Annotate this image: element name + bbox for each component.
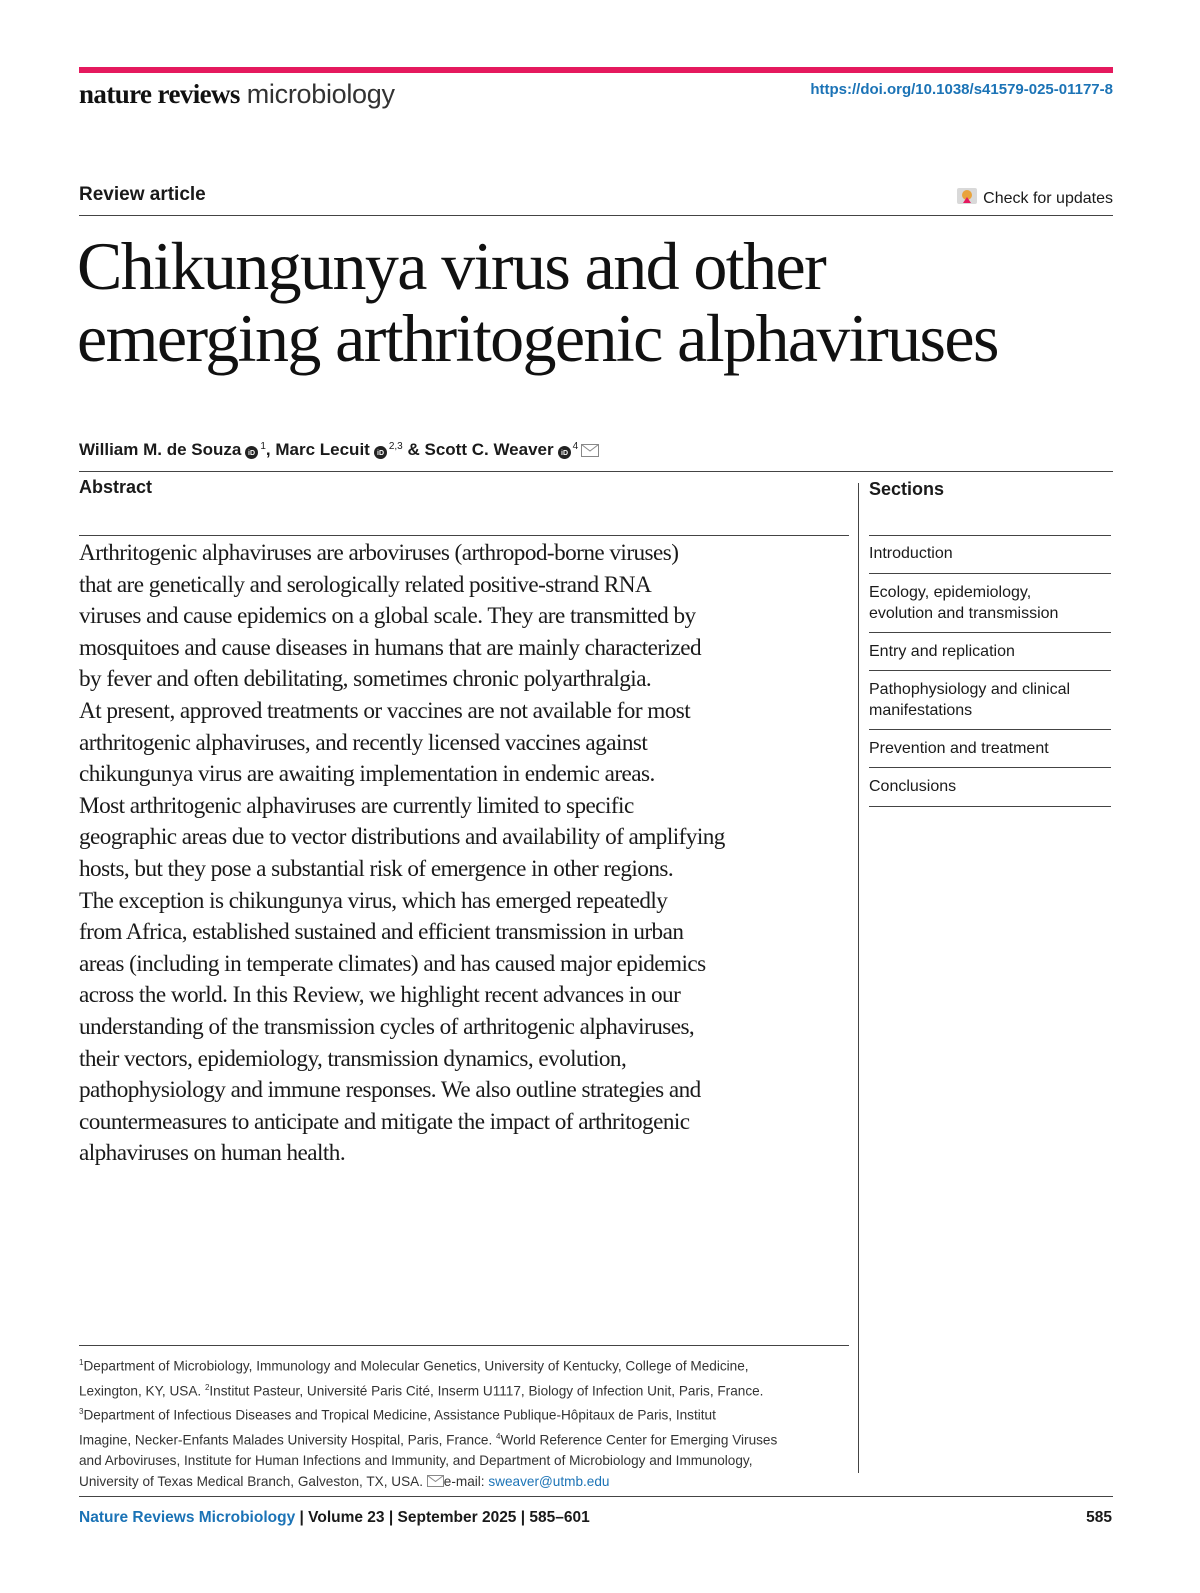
section-link-label: Entry and replication (869, 643, 1015, 660)
abstract-heading: Abstract (79, 477, 153, 497)
author-name[interactable]: Marc Lecuit (275, 440, 370, 459)
page-number: 585 (1086, 1509, 1112, 1526)
sections-heading: Sections (869, 479, 945, 499)
section-link-conclusions[interactable] (869, 776, 1111, 797)
affiliation-text: World Reference Center for Emerging Viruses (500, 1432, 778, 1448)
title-line-2: emerging arthritogenic alphaviruses (77, 300, 998, 376)
section-divider (869, 806, 1111, 807)
affiliation-marker: 3 (79, 1407, 84, 1417)
brand-microbiology: microbiology (246, 79, 395, 109)
affiliation-line (79, 1450, 854, 1471)
footer-separator: | (520, 1509, 526, 1526)
author-separator: , (265, 440, 271, 459)
affiliation-text: and Arboviruses, Institute for Human Infections and Immunity, and Department of Microbiology and Immunology, (79, 1453, 753, 1469)
footer-date: September 2025 (397, 1509, 517, 1526)
header-rule (79, 215, 1113, 216)
abstract-line: Most arthritogenic alphaviruses are currently limited to specific (79, 792, 634, 819)
abstract-line: mosquitoes and cause diseases in humans that are mainly characterized (79, 634, 702, 661)
section-link-label: Ecology, epidemiology, (869, 584, 1032, 601)
svg-text:iD: iD (248, 449, 256, 457)
check-for-updates-button[interactable] (956, 186, 1113, 211)
section-link-pathophysiology[interactable] (869, 679, 1111, 721)
affiliation-text: University of Texas Medical Branch, Galveston, TX, USA. (79, 1474, 424, 1490)
abstract-line: alphaviruses on human health. (79, 1140, 346, 1167)
footer-separator: | (388, 1509, 394, 1526)
abstract-line: areas (including in temperate climates) and has caused major epidemics (79, 950, 706, 977)
abstract-line: chikungunya virus are awaiting implementation in endemic areas. (79, 761, 655, 788)
journal-brand (79, 78, 395, 110)
section-link-introduction[interactable] (869, 543, 1111, 564)
footnotes-rule (79, 1345, 849, 1346)
orcid-icon[interactable] (558, 444, 571, 457)
abstract-line: viruses and cause epidemics on a global scale. They are transmitted by (79, 603, 696, 630)
abstract-line: by fever and often debilitating, sometimes chronic polyarthralgia. (79, 666, 652, 693)
authors-rule (79, 471, 1113, 472)
affiliation-text: Department of Microbiology, Immunology and Molecular Genetics, University of Kentucky, College of Medicine, (83, 1358, 749, 1374)
author-affiliation: 1 (260, 440, 266, 452)
svg-text:iD: iD (376, 449, 384, 457)
section-divider (869, 573, 1111, 574)
author-affiliation: 4 (572, 440, 579, 452)
affiliation-line (79, 1401, 854, 1426)
author-name[interactable]: William M. de Souza (79, 440, 242, 459)
brand-nature-reviews: nature reviews (79, 79, 240, 109)
section-link-label: evolution and transmission (869, 605, 1059, 622)
section-link-entry-replication[interactable] (869, 641, 1111, 662)
affiliation-marker: 1 (79, 1358, 84, 1367)
footer-volume: Volume 23 (308, 1509, 385, 1526)
abstract-line: from Africa, established sustained and efficient transmission in urban (79, 919, 684, 946)
orcid-icon[interactable] (374, 444, 387, 457)
abstract-line: At present, approved treatments or vaccines are not available for most (79, 697, 691, 724)
section-divider (869, 729, 1111, 730)
email-label: e-mail: (443, 1474, 485, 1490)
footer-citation (79, 1509, 590, 1527)
author-list (79, 440, 599, 460)
sections-rule (869, 535, 1111, 536)
footer-journal-link[interactable]: Nature Reviews Microbiology (79, 1509, 296, 1526)
abstract-line: countermeasures to anticipate and mitigate the impact of arthritogenic (79, 1108, 690, 1135)
affiliation-line (79, 1377, 854, 1402)
section-divider (869, 767, 1111, 768)
abstract-line: pathophysiology and immune responses. We also outline strategies and (79, 1077, 701, 1104)
section-link-label: Pathophysiology and clinical (869, 681, 1071, 698)
abstract-line: across the world. In this Review, we highlight recent advances in our (79, 982, 681, 1009)
abstract-rule (79, 535, 849, 536)
email-link[interactable]: sweaver@utmb.edu (488, 1474, 610, 1490)
abstract-line: The exception is chikungunya virus, which has emerged repeatedly (79, 887, 668, 914)
check-updates-label: Check for updates (983, 189, 1113, 207)
abstract-body (79, 538, 859, 1170)
doi-link[interactable]: https://doi.org/10.1038/s41579-025-01177-8 (810, 81, 1113, 98)
orcid-icon[interactable] (245, 444, 258, 457)
author-affiliation: 2,3 (388, 440, 403, 452)
abstract-line: geographic areas due to vector distributions and availability of amplifying (79, 824, 725, 851)
author-separator: & (407, 440, 420, 459)
section-link-prevention[interactable] (869, 738, 1111, 759)
affiliation-text: Institut Pasteur, Université Paris Cité, Inserm U1117, Biology of Infection Unit, Paris, France. (209, 1383, 764, 1399)
footer-pages: 585–601 (529, 1509, 590, 1526)
affiliation-text: Department of Infectious Diseases and Tropical Medicine, Assistance Publique-Hôpitaux de Paris, Institut (83, 1407, 716, 1423)
abstract-line: arthritogenic alphaviruses, and recently licensed vaccines against (79, 729, 648, 756)
abstract-line: Arthritogenic alphaviruses are arboviruses (arthropod-borne viruses) (79, 540, 679, 566)
affiliations (79, 1352, 854, 1493)
check-updates-icon (956, 186, 978, 211)
section-link-label: manifestations (869, 702, 973, 719)
footer-separator: | (299, 1509, 304, 1526)
abstract-line: their vectors, epidemiology, transmission dynamics, evolution, (79, 1045, 627, 1072)
section-divider (869, 670, 1111, 671)
affiliation-text: Lexington, KY, USA. (79, 1383, 202, 1399)
section-link-label: Introduction (869, 545, 953, 562)
affiliation-marker: 2 (204, 1382, 210, 1392)
affiliation-text: Imagine, Necker-Enfants Malades University Hospital, Paris, France. (79, 1432, 493, 1448)
header-accent-bar (79, 67, 1113, 73)
title-line-1: Chikungunya virus and other (77, 228, 826, 304)
affiliation-line (79, 1352, 854, 1377)
column-divider (858, 483, 859, 1473)
section-link-ecology[interactable] (869, 582, 1111, 624)
affiliation-line (79, 1426, 854, 1451)
section-link-label: Conclusions (869, 778, 957, 795)
author-name[interactable]: Scott C. Weaver (424, 440, 554, 459)
svg-text:iD: iD (560, 449, 568, 457)
abstract-line: hosts, but they pose a substantial risk of emergence in other regions. (79, 855, 674, 882)
section-link-label: Prevention and treatment (869, 740, 1049, 757)
article-title (77, 230, 1137, 374)
footer-rule (79, 1496, 1113, 1497)
affiliation-marker: 4 (496, 1431, 501, 1441)
section-divider (869, 632, 1111, 633)
email-icon[interactable] (581, 444, 599, 457)
abstract-line: that are genetically and serologically related positive-strand RNA (79, 571, 652, 598)
email-icon (427, 1472, 444, 1493)
abstract-line: understanding of the transmission cycles of arthritogenic alphaviruses, (79, 1013, 695, 1040)
affiliation-line (79, 1471, 854, 1493)
article-type: Review article (79, 184, 206, 205)
